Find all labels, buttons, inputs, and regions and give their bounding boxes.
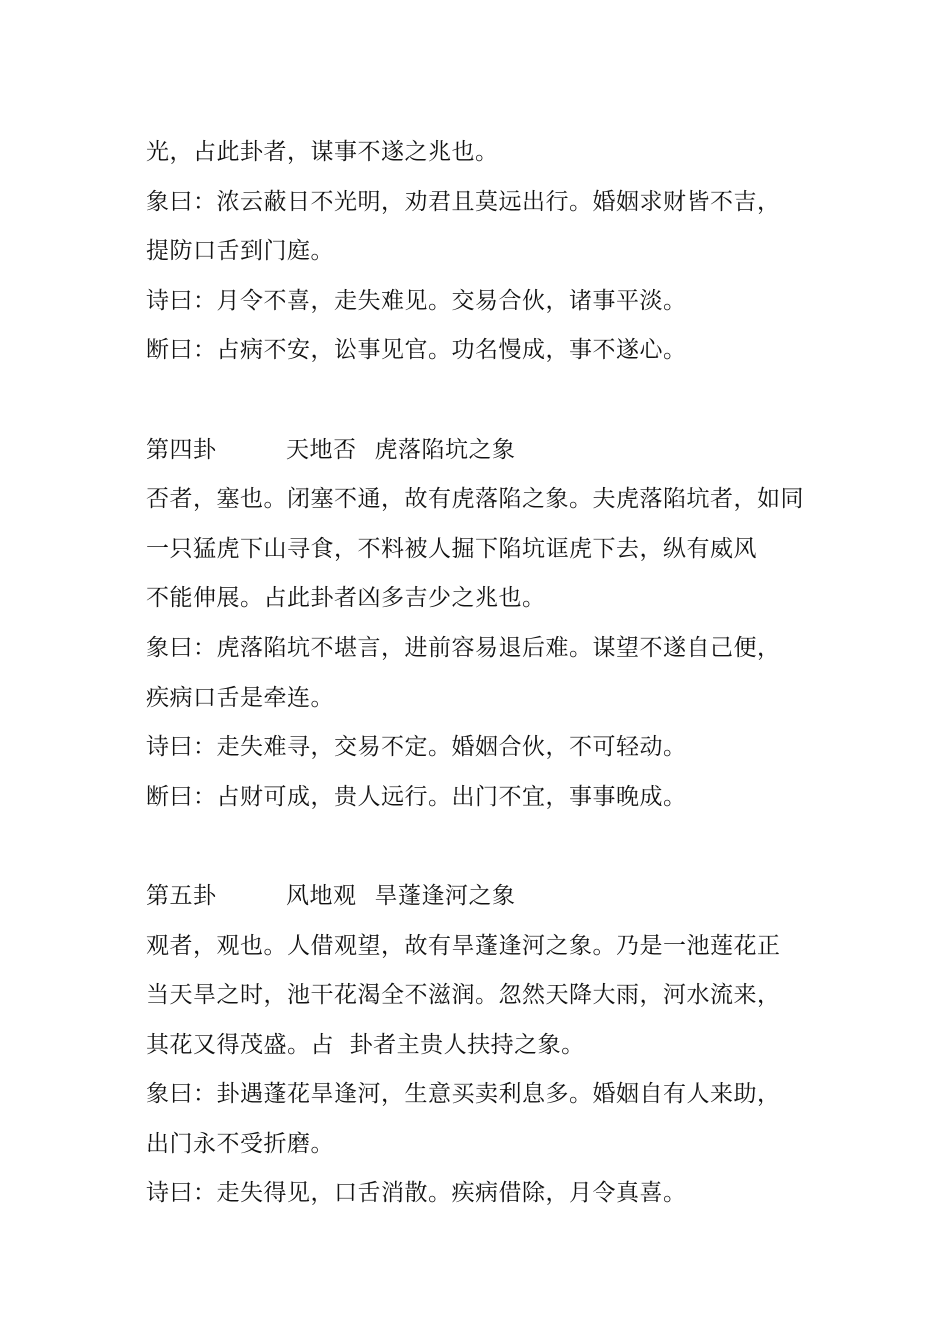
text-line: 疾病口舌是牵连。 — [146, 684, 334, 711]
xiang-yue-line: 象曰：虎落陷坑不堪言，进前容易退后难。谋望不遂自己便， — [146, 634, 781, 661]
previous-section — [146, 128, 814, 376]
document-page — [146, 128, 814, 1219]
text-line: 观者，观也。人借观望，故有旱蓬逢河之象。乃是一池莲花正 — [146, 932, 781, 959]
text-line: 提防口舌到门庭。 — [146, 238, 334, 265]
hexagram-number: 第五卦 — [146, 882, 217, 909]
text-line: 光，占此卦者，谋事不遂之兆也。 — [146, 139, 499, 165]
hexagram-section-5 — [146, 872, 814, 1219]
text-line: 出门永不受折磨。 — [146, 1130, 334, 1157]
duan-yue-line: 断曰：占病不安，讼事见官。功名慢成，事不遂心。 — [146, 337, 687, 364]
hexagram-image: 旱蓬逢河之象 — [374, 882, 516, 909]
xiang-yue-line: 象曰：卦遇蓬花旱逢河，生意买卖利息多。婚姻自有人来助， — [146, 1081, 781, 1108]
hexagram-name: 风地观 — [286, 882, 357, 909]
shi-yue-line: 诗曰：走失难寻，交易不定。婚姻合伙，不可轻动。 — [146, 734, 687, 761]
duan-yue-line: 断曰：占财可成，贵人远行。出门不宜，事事晚成。 — [146, 783, 687, 810]
section-heading — [146, 426, 814, 476]
text-line: 不能伸展。占此卦者凶多吉少之兆也。 — [146, 585, 546, 612]
hexagram-section-4 — [146, 426, 814, 823]
section-spacer — [146, 376, 814, 426]
hexagram-number: 第四卦 — [146, 436, 217, 463]
text-line: 其花又得茂盛。占 卦者主贵人扶持之象。 — [146, 1031, 585, 1058]
section-heading — [146, 872, 814, 922]
xiang-yue-line: 象曰：浓云蔽日不光明，劝君且莫远出行。婚姻求财皆不吉， — [146, 188, 781, 215]
text-line: 否者，塞也。闭塞不通，故有虎落陷之象。夫虎落陷坑者，如同 — [146, 486, 804, 513]
text-line: 当天旱之时，池干花渴全不滋润。忽然天降大雨，河水流来， — [146, 982, 781, 1009]
text-line: 一只猛虎下山寻食，不料被人掘下陷坑诓虎下去，纵有威风 — [146, 535, 757, 562]
shi-yue-line: 诗曰：月令不喜，走失难见。交易合伙，诸事平淡。 — [146, 287, 687, 314]
shi-yue-line: 诗曰：走失得见，口舌消散。疾病借除，月令真喜。 — [146, 1180, 687, 1207]
hexagram-name: 天地否 — [286, 436, 357, 463]
section-spacer — [146, 822, 814, 872]
hexagram-image: 虎落陷坑之象 — [374, 436, 516, 463]
